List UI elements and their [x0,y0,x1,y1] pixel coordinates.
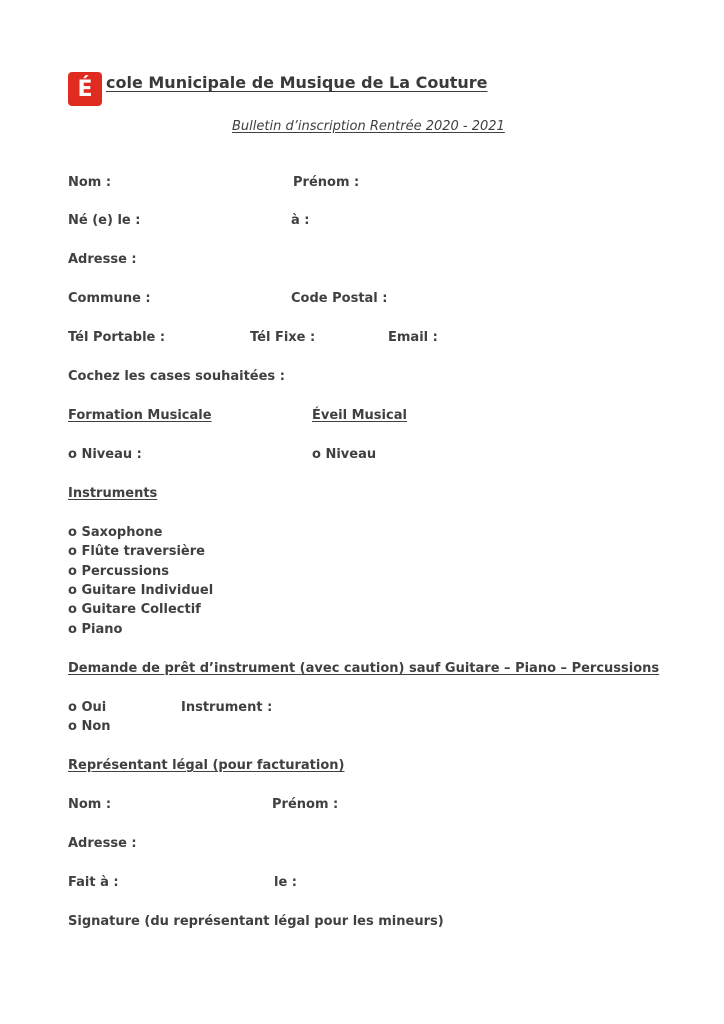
instrument-option: o Flûte traversière [68,544,205,559]
commune-label: Commune : [68,291,151,306]
tel-fixe-label: Tél Fixe : [250,330,316,345]
loan-non-option: o Non [68,719,111,734]
loan-instrument-label: Instrument : [181,700,273,715]
nom-label: Nom : [68,175,112,190]
instrument-option: o Piano [68,622,123,637]
code-postal-label: Code Postal : [291,291,388,306]
birthdate-label: Né (e) le : [68,213,141,228]
email-label: Email : [388,330,438,345]
formation-niveau-option: o Niveau : [68,447,142,462]
legal-adresse-label: Adresse : [68,836,137,851]
date-le-label: le : [274,875,297,890]
birthplace-label: à : [291,213,310,228]
school-name-title: cole Municipale de Musique de La Couture [106,73,488,92]
prenom-label: Prénom : [293,175,360,190]
instrument-option: o Saxophone [68,525,163,540]
instrument-option: o Percussions [68,564,170,579]
legal-representative-heading: Représentant légal (pour facturation) [68,758,345,773]
school-logo: É [68,72,102,106]
cochez-instruction: Cochez les cases souhaitées : [68,369,285,384]
bulletin-title: Bulletin d’inscription Rentrée 2020 - 2021 [232,119,505,134]
adresse-label: Adresse : [68,252,137,267]
loan-oui-option: o Oui [68,700,107,715]
loan-heading: Demande de prêt d’instrument (avec caution) sauf Guitare – Piano – Percussions [68,661,660,676]
fait-a-label: Fait à : [68,875,119,890]
instrument-option: o Guitare Individuel [68,583,214,598]
eveil-niveau-option: o Niveau [312,447,377,462]
signature-label: Signature (du représentant légal pour les mineurs) [68,914,444,929]
legal-prenom-label: Prénom : [272,797,339,812]
formation-musicale-heading: Formation Musicale [68,408,212,423]
tel-portable-label: Tél Portable : [68,330,166,345]
legal-nom-label: Nom : [68,797,112,812]
instrument-option: o Guitare Collectif [68,602,201,617]
eveil-musical-heading: Éveil Musical [312,408,407,423]
instruments-heading: Instruments [68,486,158,501]
